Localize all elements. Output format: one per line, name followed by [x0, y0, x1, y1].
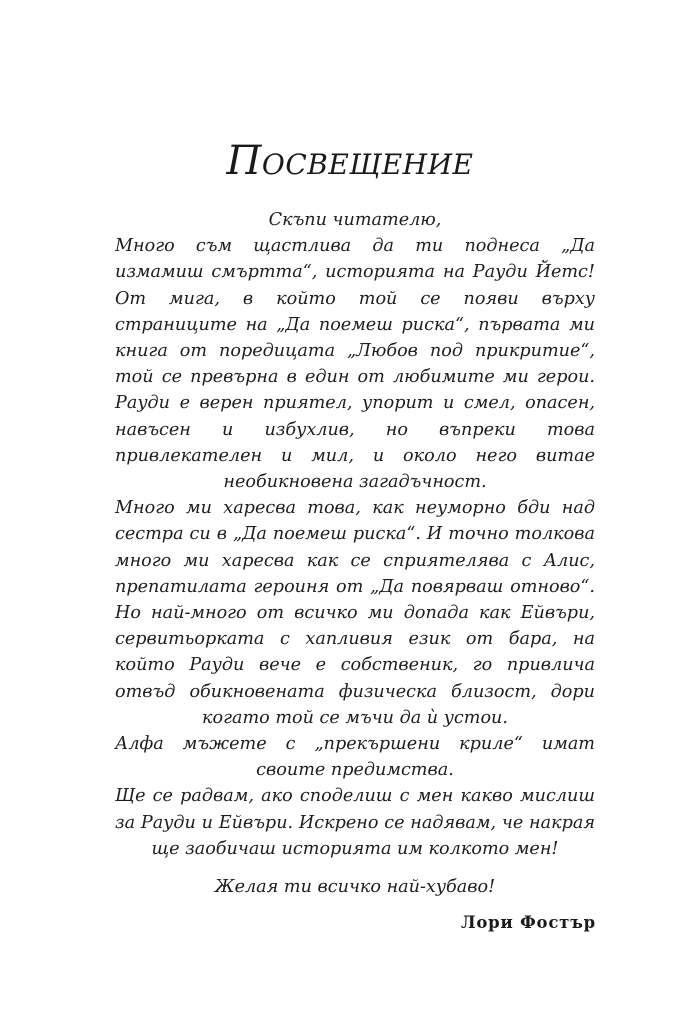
paragraph-1: Много съм щастлива да ти поднеса „Да измамиш смъртта“, историята на Рауди Йетс! От мига, в който той се появи върху страниците на „Да поемеш риска“, първата ми книга от поредицата „Любов под прикритие“, той се превърна в един от любимите ми герои. Рауди е верен приятел, упорит и смел, опасен, навъсен и избухлив, но въпреки това привлекателен и мил, и около него витае необикновена загадъчност. — [115, 236, 595, 493]
page-title: Посвещение — [226, 138, 474, 184]
paragraph-3: Алфа мъжете с „прекършени криле“ имат своите предимства. — [115, 734, 595, 781]
dedication-text — [115, 207, 595, 900]
paragraph-4: Ще се радвам, ако споделиш с мен какво мислиш за Рауди и Ейвъри. Искрено се надявам, че накрая ще заобичаш историята им колкото мен! — [115, 786, 595, 859]
greeting-line: Скъпи читателю, — [268, 210, 442, 230]
author-signature: Лори Фостър — [460, 913, 596, 932]
closing-line: Желая ти всичко най-хубаво! — [214, 877, 496, 898]
paragraph-2: Много ми харесва това, как неуморно бди над сестра си в „Да поемеш риска“. И точно толкова много ми харесва как се сприятелява с Алис, препатилата героиня от „Да повярваш отново“. Но най-много от всичко ми допада как Ейвъри, сервитьорката с хапливия език от бара, на който Рауди вече е собственик, го привлича отвъд обикновената физическа близост, дори когато той се мъчи да ѝ устои. — [115, 498, 595, 728]
